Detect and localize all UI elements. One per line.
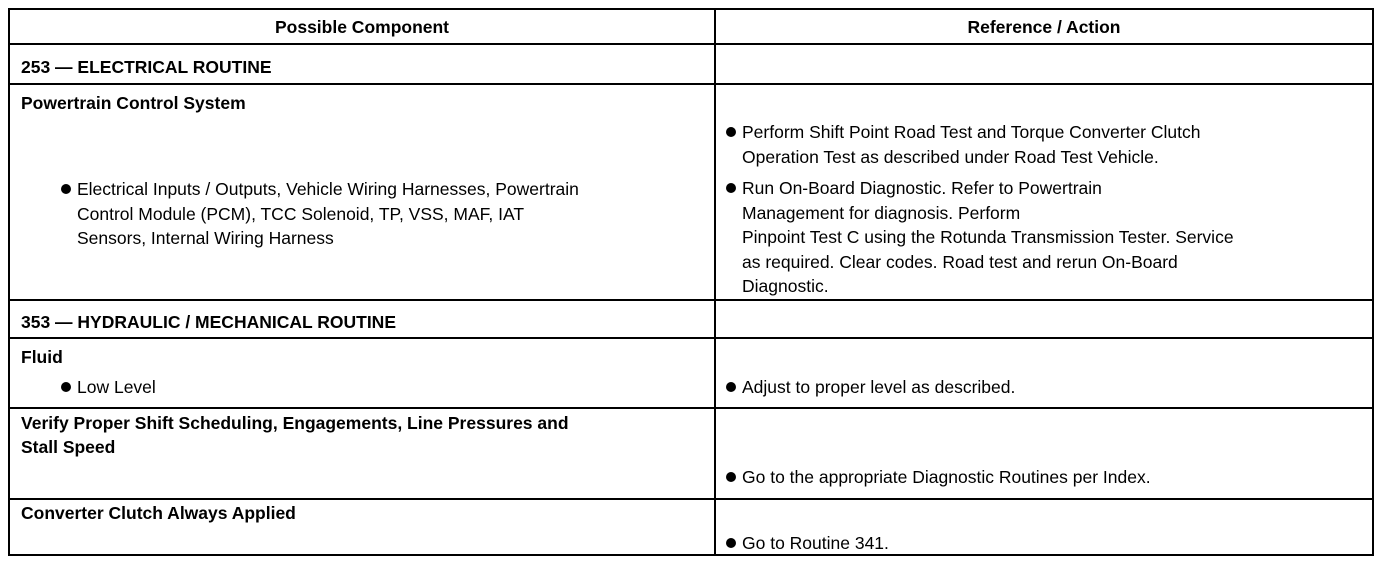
bullet-icon (726, 183, 736, 193)
column-header-component: Possible Component (274, 17, 450, 37)
bullet-icon (726, 538, 736, 548)
action-line: Perform Shift Point Road Test and Torque Converter Clutch (742, 122, 1201, 142)
bullet-icon (726, 382, 736, 392)
bullet-icon (61, 382, 71, 392)
component-heading: Fluid (21, 347, 63, 367)
routine-heading: 353 — HYDRAULIC / MECHANICAL ROUTINE (21, 312, 396, 332)
component-heading: Powertrain Control System (21, 93, 246, 113)
component-heading: Converter Clutch Always Applied (21, 503, 296, 523)
column-header-reference: Reference / Action (967, 17, 1121, 37)
component-heading: Stall Speed (21, 437, 116, 457)
action-line: Adjust to proper level as described. (742, 377, 1016, 397)
action-line: Go to Routine 341. (742, 533, 889, 553)
component-item-line: Control Module (PCM), TCC Solenoid, TP, VSS, MAF, IAT (77, 204, 525, 224)
row-divider (10, 498, 1372, 500)
column-divider (714, 10, 716, 554)
action-line: Go to the appropriate Diagnostic Routines per Index. (742, 467, 1151, 487)
row-divider (10, 407, 1372, 409)
component-item-line: Low Level (77, 377, 156, 397)
component-heading: Verify Proper Shift Scheduling, Engagements, Line Pressures and (21, 413, 569, 433)
component-item-line: Sensors, Internal Wiring Harness (77, 228, 334, 248)
row-divider (10, 299, 1372, 301)
component-item-line: Electrical Inputs / Outputs, Vehicle Wiring Harnesses, Powertrain (77, 179, 579, 199)
bullet-icon (61, 184, 71, 194)
action-line: as required. Clear codes. Road test and rerun On-Board (742, 252, 1178, 272)
row-divider (10, 83, 1372, 85)
row-divider (10, 43, 1372, 45)
routine-heading: 253 — ELECTRICAL ROUTINE (21, 57, 272, 77)
action-line: Run On-Board Diagnostic. Refer to Powertrain (742, 178, 1102, 198)
action-line: Pinpoint Test C using the Rotunda Transmission Tester. Service (742, 227, 1234, 247)
bullet-icon (726, 127, 736, 137)
action-line: Operation Test as described under Road Test Vehicle. (742, 147, 1159, 167)
bullet-icon (726, 472, 736, 482)
action-line: Diagnostic. (742, 276, 829, 296)
action-line: Management for diagnosis. Perform (742, 203, 1021, 223)
row-divider (10, 337, 1372, 339)
diagnostic-table (8, 8, 1374, 556)
